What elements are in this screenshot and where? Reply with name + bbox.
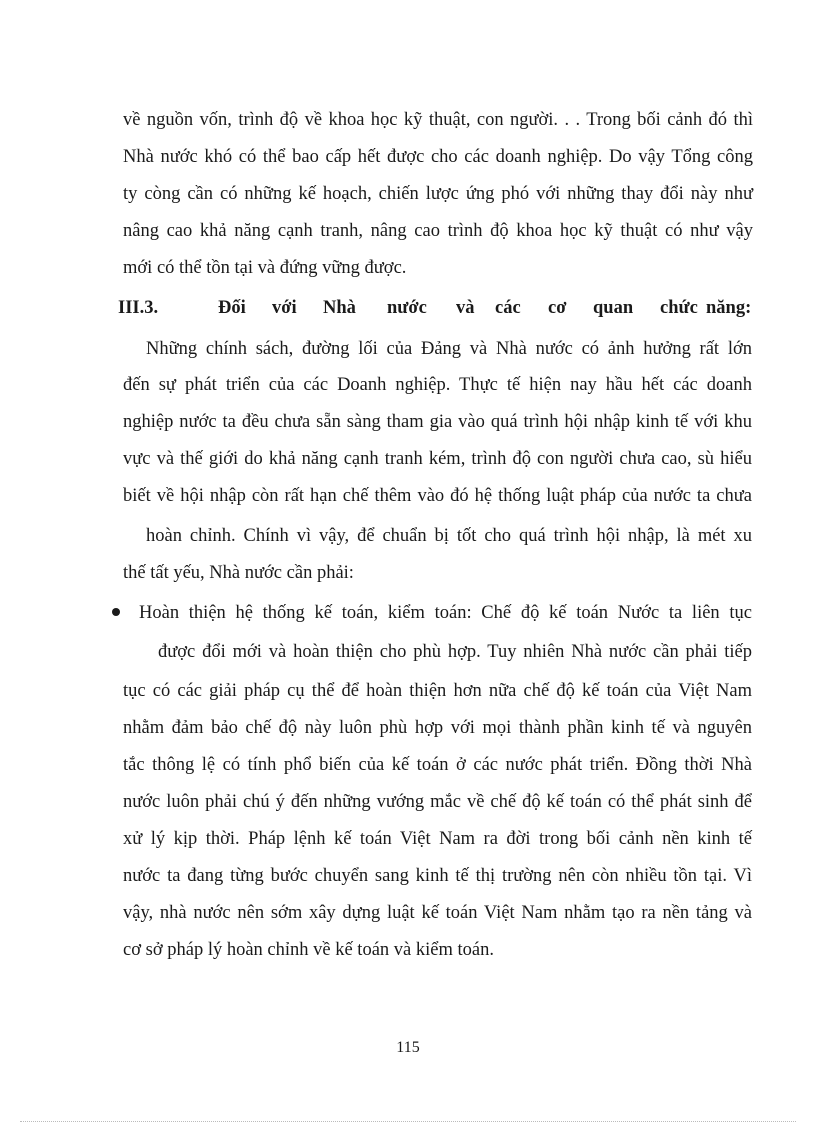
heading-word: Nhà [323, 298, 356, 318]
text-line: nâng cao khả năng cạnh tranh, nâng cao trình độ khoa học kỹ thuật có như vậy [123, 221, 753, 241]
heading-word: Đối [218, 298, 246, 318]
heading-word: chức [660, 298, 698, 318]
page-bottom-divider [20, 1121, 796, 1122]
text-line: Những chính sách, đường lối của Đảng và Nhà nước có ảnh hưởng rất lớn [146, 339, 752, 359]
text-line: tục có các giải pháp cụ thể để hoàn thiện hơn nữa chế độ kế toán của Việt Nam [123, 681, 752, 701]
heading-word: cơ [548, 298, 567, 318]
text-line: Hoàn thiện hệ thống kế toán, kiểm toán: Chế độ kế toán Nước ta liên tục [139, 603, 752, 623]
text-line: Nhà nước khó có thể bao cấp hết được cho các doanh nghiệp. Do vậy Tổng công [123, 147, 753, 167]
text-line: được đổi mới và hoàn thiện cho phù hợp. Tuy nhiên Nhà nước cần phải tiếp [158, 642, 752, 662]
page-number: 115 [396, 1039, 420, 1056]
text-line: xử lý kịp thời. Pháp lệnh kế toán Việt Nam ra đời trong bối cảnh nền kinh tế [123, 829, 752, 849]
heading-word: các [495, 298, 521, 318]
text-line: tắc thông lệ có tính phổ biến của kế toán ở các nước phát triển. Đồng thời Nhà [123, 755, 752, 775]
heading-number: III.3. [118, 298, 159, 318]
text-line: nghiệp nước ta đều chưa sẵn sàng tham gia vào quá trình hội nhập kinh tế với khu [123, 412, 752, 432]
text-line: đến sự phát triển của các Doanh nghiệp. Thực tế hiện nay hầu hết các doanh [123, 375, 752, 395]
text-line: thế tất yếu, Nhà nước cần phải: [123, 563, 354, 583]
bullet-icon [112, 608, 120, 616]
text-line: mới có thể tồn tại và đứng vững được. [123, 258, 407, 278]
heading-word: với [272, 298, 297, 318]
text-line: nhằm đảm bảo chế độ này luôn phù hợp với mọi thành phần kinh tế và nguyên [123, 718, 752, 738]
text-line: vậy, nhà nước nên sớm xây dựng luật kế toán Việt Nam nhằm tạo ra nền tảng và [123, 903, 752, 923]
text-line: cơ sở pháp lý hoàn chỉnh về kế toán và kiểm toán. [123, 940, 494, 960]
text-line: hoàn chỉnh. Chính vì vậy, để chuẩn bị tốt cho quá trình hội nhập, là mét xu [146, 526, 752, 546]
heading-word: quan [593, 298, 634, 318]
text-line: nước ta đang từng bước chuyển sang kinh tế thị trường nên còn nhiều tồn tại. Vì [123, 866, 752, 886]
text-line: về nguồn vốn, trình độ về khoa học kỹ thuật, con người. . . Trong bối cảnh đó thì [123, 110, 753, 130]
text-line: nước luôn phải chú ý đến những vướng mắc về chế độ kế toán có thể phát sinh để [123, 792, 752, 812]
text-line: ty còng cần có những kế hoạch, chiến lược ứng phó với những thay đổi này như [123, 184, 753, 204]
heading-word: năng: [706, 298, 752, 318]
heading-word: nước [387, 298, 427, 318]
text-line: vực và thế giới do khả năng cạnh tranh kém, trình độ con người chưa cao, sù hiểu [123, 449, 752, 469]
text-line: biết về hội nhập còn rất hạn chế thêm vào đó hệ thống luật pháp của nước ta chưa [123, 486, 752, 506]
heading-word: và [456, 298, 475, 318]
